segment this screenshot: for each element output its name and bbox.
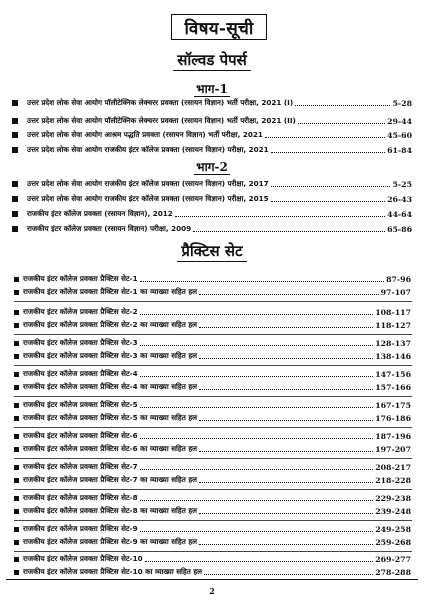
- practice-set-entry[interactable]: [14, 536, 411, 548]
- practice-set-entry[interactable]: [14, 319, 411, 331]
- practice-set-entry[interactable]: [14, 430, 411, 442]
- entry-title: उत्तर प्रदेश लोक सेवा आयोग राजकीय इंटर कॉलेज प्रवक्ता (रसायन विज्ञान) परीक्षा, 2021: [27, 145, 269, 154]
- dot-leader: [199, 389, 373, 390]
- entry-title: राजकीय इंटर कॉलेज प्रवक्ता प्रैक्टिस सेट-1 का व्याख्या सहित हल: [23, 287, 198, 296]
- entry-pages: 45-60: [387, 130, 412, 140]
- part-2-label: भाग-2: [196, 160, 228, 174]
- entry-title: राजकीय इंटर कॉलेज प्रवक्ता प्रैक्टिस सेट-4: [23, 369, 138, 378]
- practice-sets-heading-text: प्रैक्टिस सेट: [177, 242, 246, 262]
- toc-entry[interactable]: [12, 97, 412, 109]
- square-bullet-icon: [14, 277, 19, 282]
- entry-pages: 176-186: [375, 413, 411, 423]
- practice-sets-heading: [0, 241, 424, 261]
- dot-leader: [199, 294, 379, 295]
- square-bullet-icon: [12, 226, 18, 232]
- entry-pages: 97-107: [380, 287, 411, 297]
- entry-pages: 278-288: [375, 567, 411, 577]
- dot-leader: [145, 561, 374, 562]
- square-bullet-icon: [14, 557, 19, 562]
- square-bullet-icon: [14, 570, 19, 575]
- dot-leader: [140, 531, 374, 532]
- entry-title: राजकीय इंटर कॉलेज प्रवक्ता प्रैक्टिस सेट-10: [23, 554, 143, 563]
- practice-set-entry[interactable]: [14, 443, 411, 455]
- square-bullet-icon: [14, 385, 19, 390]
- practice-set-entry[interactable]: [14, 273, 411, 285]
- entry-pages: 5-28: [392, 98, 412, 108]
- entry-title: राजकीय इंटर कॉलेज प्रवक्ता प्रैक्टिस सेट-4 का व्याख्या सहित हल: [23, 382, 198, 391]
- square-bullet-icon: [14, 447, 19, 452]
- entry-title: राजकीय इंटर कॉलेज प्रवक्ता प्रैक्टिस सेट-6: [23, 431, 138, 440]
- solved-papers-heading: [0, 50, 424, 70]
- group-separator: [14, 334, 412, 335]
- dot-leader: [140, 500, 374, 501]
- entry-title: राजकीय इंटर कॉलेज प्रवक्ता प्रैक्टिस सेट-6 का व्याख्या सहित हल: [23, 444, 198, 453]
- dot-leader: [271, 152, 385, 153]
- entry-pages: 239-248: [375, 506, 411, 516]
- entry-title: उत्तर प्रदेश लोक सेवा आयोग आश्रम पद्धति प्रवक्ता (रसायन विज्ञान) भर्ती परीक्षा, 2021: [27, 130, 263, 139]
- practice-set-entry[interactable]: [14, 368, 411, 380]
- toc-entry[interactable]: [12, 193, 412, 205]
- entry-pages: 138-146: [375, 351, 411, 361]
- part-1-label: भाग-1: [196, 82, 228, 96]
- square-bullet-icon: [14, 290, 19, 295]
- practice-set-entry[interactable]: [14, 492, 411, 504]
- practice-set-entry[interactable]: [14, 523, 411, 535]
- part-1-heading: [0, 80, 424, 97]
- square-bullet-icon: [14, 540, 19, 545]
- square-bullet-icon: [12, 181, 18, 187]
- square-bullet-icon: [12, 100, 18, 106]
- entry-pages: 128-137: [375, 338, 411, 348]
- entry-pages: 29-44: [387, 116, 412, 126]
- entry-title: राजकीय इंटर कॉलेज प्रवक्ता प्रैक्टिस सेट-1: [23, 274, 138, 283]
- solved-papers-heading-text: सॉल्वड पेपर्स: [173, 51, 251, 71]
- entry-pages: 157-166: [375, 382, 411, 392]
- entry-title: राजकीय इंटर कॉलेज प्रवक्ता प्रैक्टिस सेट-3: [23, 338, 138, 347]
- entry-title: राजकीय इंटर कॉलेज प्रवक्ता प्रैक्टिस सेट-8 का व्याख्या सहित हल: [23, 506, 198, 515]
- entry-title: उत्तर प्रदेश लोक सेवा आयोग राजकीय इंटर कॉलेज प्रवक्ता (रसायन विज्ञान) परीक्षा, 2017: [27, 179, 269, 188]
- dot-leader: [199, 482, 373, 483]
- entry-pages: 218-228: [375, 475, 411, 485]
- practice-set-entry[interactable]: [14, 566, 411, 578]
- square-bullet-icon: [14, 527, 19, 532]
- dot-leader: [204, 574, 373, 575]
- group-separator: [14, 301, 412, 302]
- entry-title: राजकीय इंटर कॉलेज प्रवक्ता प्रैक्टिस सेट-9: [23, 524, 138, 533]
- group-separator: [14, 427, 412, 428]
- page-title-text: विषय-सूची: [184, 18, 254, 39]
- toc-entry[interactable]: [12, 223, 412, 235]
- toc-entry[interactable]: [12, 178, 412, 190]
- entry-pages: 249-258: [375, 524, 411, 534]
- square-bullet-icon: [14, 323, 19, 328]
- dot-leader: [140, 345, 374, 346]
- entry-title: राजकीय इंटर कॉलेज प्रवक्ता प्रैक्टिस सेट-8: [23, 493, 138, 502]
- entry-pages: 147-156: [375, 369, 411, 379]
- square-bullet-icon: [12, 196, 18, 202]
- group-separator: [14, 396, 412, 397]
- practice-set-entry[interactable]: [14, 381, 411, 393]
- square-bullet-icon: [14, 434, 19, 439]
- square-bullet-icon: [14, 403, 19, 408]
- entry-title: राजकीय इंटर कॉलेज प्रवक्ता (रसायन विज्ञान), 2012: [27, 209, 173, 218]
- square-bullet-icon: [14, 354, 19, 359]
- group-separator: [14, 458, 412, 459]
- entry-pages: 65-86: [387, 224, 412, 234]
- group-separator: [14, 520, 412, 521]
- square-bullet-icon: [12, 118, 18, 124]
- entry-pages: 61-84: [387, 145, 412, 155]
- entry-pages: 44-64: [387, 209, 412, 219]
- dot-leader: [199, 420, 373, 421]
- dot-leader: [271, 186, 391, 187]
- entry-pages: 87-96: [386, 274, 411, 284]
- dot-leader: [193, 231, 385, 232]
- page-title: [171, 14, 267, 40]
- entry-pages: 197-207: [375, 444, 411, 454]
- entry-pages: 5-25: [392, 179, 412, 189]
- practice-set-entry[interactable]: [14, 350, 411, 362]
- entry-title: राजकीय इंटर कॉलेज प्रवक्ता प्रैक्टिस सेट-2: [23, 307, 138, 316]
- dot-leader: [140, 314, 374, 315]
- entry-pages: 259-268: [375, 537, 411, 547]
- entry-title: राजकीय इंटर कॉलेज प्रवक्ता प्रैक्टिस सेट-2 का व्याख्या सहित हल: [23, 320, 198, 329]
- entry-pages: 229-238: [375, 493, 411, 503]
- entry-pages: 108-117: [375, 307, 411, 317]
- dot-leader: [140, 438, 374, 439]
- dot-leader: [175, 216, 385, 217]
- entry-title: उत्तर प्रदेश लोक सेवा आयोग राजकीय इंटर कॉलेज प्रवक्ता (रसायन विज्ञान) परीक्षा, 2015: [27, 194, 269, 203]
- practice-set-entry[interactable]: [14, 474, 411, 486]
- practice-set-entry[interactable]: [14, 286, 411, 298]
- dot-leader: [140, 469, 374, 470]
- dot-leader: [140, 376, 374, 377]
- square-bullet-icon: [14, 496, 19, 501]
- entry-pages: 26-43: [387, 194, 412, 204]
- entry-title: उत्तर प्रदेश लोक सेवा आयोग पॉलीटेक्निक लेक्चरर प्रवक्ता (रसायन विज्ञान) भर्ती परीक्षा, 2021 (II): [27, 116, 296, 125]
- square-bullet-icon: [14, 310, 19, 315]
- dot-leader: [298, 123, 385, 124]
- square-bullet-icon: [14, 341, 19, 346]
- toc-entry[interactable]: [12, 129, 412, 141]
- square-bullet-icon: [14, 478, 19, 483]
- dot-leader: [271, 201, 385, 202]
- entry-title: राजकीय इंटर कॉलेज प्रवक्ता प्रैक्टिस सेट-3 का व्याख्या सहित हल: [23, 351, 198, 360]
- square-bullet-icon: [14, 416, 19, 421]
- group-separator: [14, 365, 412, 366]
- square-bullet-icon: [14, 509, 19, 514]
- practice-set-entry[interactable]: [14, 399, 411, 411]
- dot-leader: [199, 327, 373, 328]
- toc-entry[interactable]: [12, 115, 412, 127]
- square-bullet-icon: [14, 465, 19, 470]
- entry-title: राजकीय इंटर कॉलेज प्रवक्ता प्रैक्टिस सेट-5: [23, 400, 138, 409]
- entry-pages: 269-277: [375, 554, 411, 564]
- dot-leader: [295, 105, 390, 106]
- square-bullet-icon: [12, 211, 18, 217]
- entry-title: राजकीय इंटर कॉलेज प्रवक्ता प्रैक्टिस सेट-5 का व्याख्या सहित हल: [23, 413, 198, 422]
- practice-set-entry[interactable]: [14, 461, 411, 473]
- square-bullet-icon: [12, 132, 18, 138]
- entry-title: उत्तर प्रदेश लोक सेवा आयोग पॉलीटेक्निक लेक्चरर प्रवक्ता (रसायन विज्ञान) भर्ती परीक्षा, 2021 (I): [27, 98, 294, 107]
- group-separator: [14, 551, 412, 552]
- square-bullet-icon: [14, 372, 19, 377]
- entry-title: राजकीय इंटर कॉलेज प्रवक्ता (रसायन विज्ञान) परीक्षा, 2009: [27, 224, 192, 233]
- dot-leader: [140, 281, 384, 282]
- group-separator: [14, 489, 412, 490]
- entry-pages: 208-217: [375, 462, 411, 472]
- entry-pages: 118-127: [375, 320, 411, 330]
- dot-leader: [199, 513, 373, 514]
- part-2-heading: [0, 158, 424, 175]
- dot-leader: [199, 358, 373, 359]
- practice-set-entry[interactable]: [14, 337, 411, 349]
- entry-pages: 187-196: [375, 431, 411, 441]
- practice-set-entry[interactable]: [14, 505, 411, 517]
- practice-set-entry[interactable]: [14, 306, 411, 318]
- dot-leader: [199, 451, 373, 452]
- footer-rule: [6, 579, 418, 580]
- toc-entry[interactable]: [12, 144, 412, 156]
- entry-title: राजकीय इंटर कॉलेज प्रवक्ता प्रैक्टिस सेट-9 का व्याख्या सहित हल: [23, 537, 198, 546]
- entry-pages: 167-175: [375, 400, 411, 410]
- square-bullet-icon: [12, 147, 18, 153]
- entry-title: राजकीय इंटर कॉलेज प्रवक्ता प्रैक्टिस सेट-7: [23, 462, 138, 471]
- dot-leader: [265, 137, 385, 138]
- dot-leader: [199, 544, 373, 545]
- practice-set-entry[interactable]: [14, 553, 411, 565]
- entry-title: राजकीय इंटर कॉलेज प्रवक्ता प्रैक्टिस सेट-7 का व्याख्या सहित हल: [23, 475, 198, 484]
- toc-entry[interactable]: [12, 208, 412, 220]
- dot-leader: [140, 407, 374, 408]
- entry-title: राजकीय इंटर कॉलेज प्रवक्ता प्रैक्टिस सेट-10 का व्याख्या सहित हल: [23, 567, 203, 576]
- page-number: 2: [209, 586, 215, 596]
- practice-set-entry[interactable]: [14, 412, 411, 424]
